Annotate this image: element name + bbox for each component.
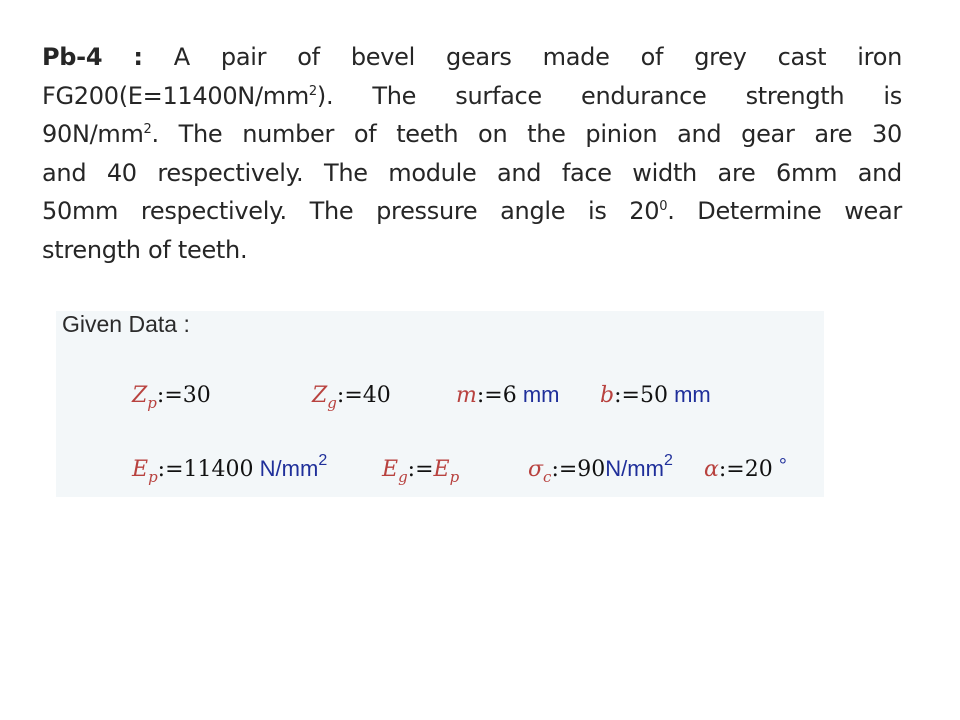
eg-rhs-sub: p [449,468,460,486]
problem-label: Pb-4 [42,43,103,71]
eg-symbol: E [382,457,399,482]
assign-op: := [156,383,183,408]
sigma-value: 90 [577,457,606,482]
alpha-value: 20 [744,457,773,482]
m-unit: mm [522,382,560,407]
assign-op: := [157,457,184,482]
b-value: 50 [639,383,668,408]
face-width-definition [600,377,711,414]
zg-value: 40 [362,383,391,408]
problem-text-2a: FG200(E=11400N/mm [42,81,309,110]
ep-symbol: E [132,457,149,482]
ep-value: 11400 [183,457,254,482]
problem-text-1: A pair of bevel gears made of grey cast iron [173,43,902,71]
ep-unit: $N/mm^2$ [259,452,328,481]
problem-line-4 [42,154,902,193]
problem-text-4: and 40 respectively. The module and face width are 6mm and [42,158,902,187]
assign-op: := [476,383,503,408]
problem-separator: : [133,43,143,71]
problem-line-6 [42,231,902,270]
problem-line-2 [42,77,902,116]
ep-definition [132,451,327,488]
assign-op: := [614,383,640,408]
zg-definition [312,377,391,414]
assign-op: := [336,383,363,408]
m-symbol: m [456,383,477,408]
sigma-unit: $N/mm^2$ [605,452,673,481]
sigma-definition [528,451,673,488]
m-value: 6 [502,383,517,408]
problem-line-3 [42,115,902,154]
problem-text-5b: . Determine wear [667,197,902,225]
zp-sub: p [147,394,157,412]
assign-op: := [407,457,434,482]
b-symbol: b [600,383,615,408]
zg-symbol: Z [312,383,328,408]
zp-value: 30 [182,383,211,408]
problem-sup-3: 2 [143,122,152,137]
alpha-symbol: α [704,457,719,482]
sigma-symbol: σ [528,457,544,482]
given-row-2 [56,451,824,491]
problem-statement [42,38,902,269]
module-definition [456,377,560,414]
b-unit: mm [674,382,711,407]
problem-text-3a: 90N/mm [42,120,144,148]
problem-text-2b: ). The surface endurance strength is [316,81,902,110]
given-data-title: Given Data : [62,311,190,337]
given-data-panel [56,311,824,497]
alpha-definition [704,451,787,488]
zg-sub: g [327,394,337,412]
eg-rhs-symbol: E [433,457,450,482]
problem-sup-2: 2 [308,83,317,99]
eg-definition [382,451,459,488]
sigma-sub: c [543,468,552,486]
assign-op: := [551,457,578,482]
problem-line-1 [42,38,902,77]
zp-definition [132,377,211,414]
problem-text-6: strength of teeth. [42,235,248,264]
alpha-unit: ° [778,455,787,477]
given-row-1 [56,377,824,417]
ep-sub: p [148,468,158,486]
zp-symbol: Z [132,383,148,408]
problem-text-3b: . The number of teeth on the pinion and gear are 30 [151,120,902,148]
eg-sub: g [398,468,408,486]
problem-text-5a: 50mm respectively. The pressure angle is 20 [42,197,660,225]
problem-sup-5: 0 [659,199,668,214]
assign-op: := [718,457,745,482]
problem-line-5 [42,192,902,231]
